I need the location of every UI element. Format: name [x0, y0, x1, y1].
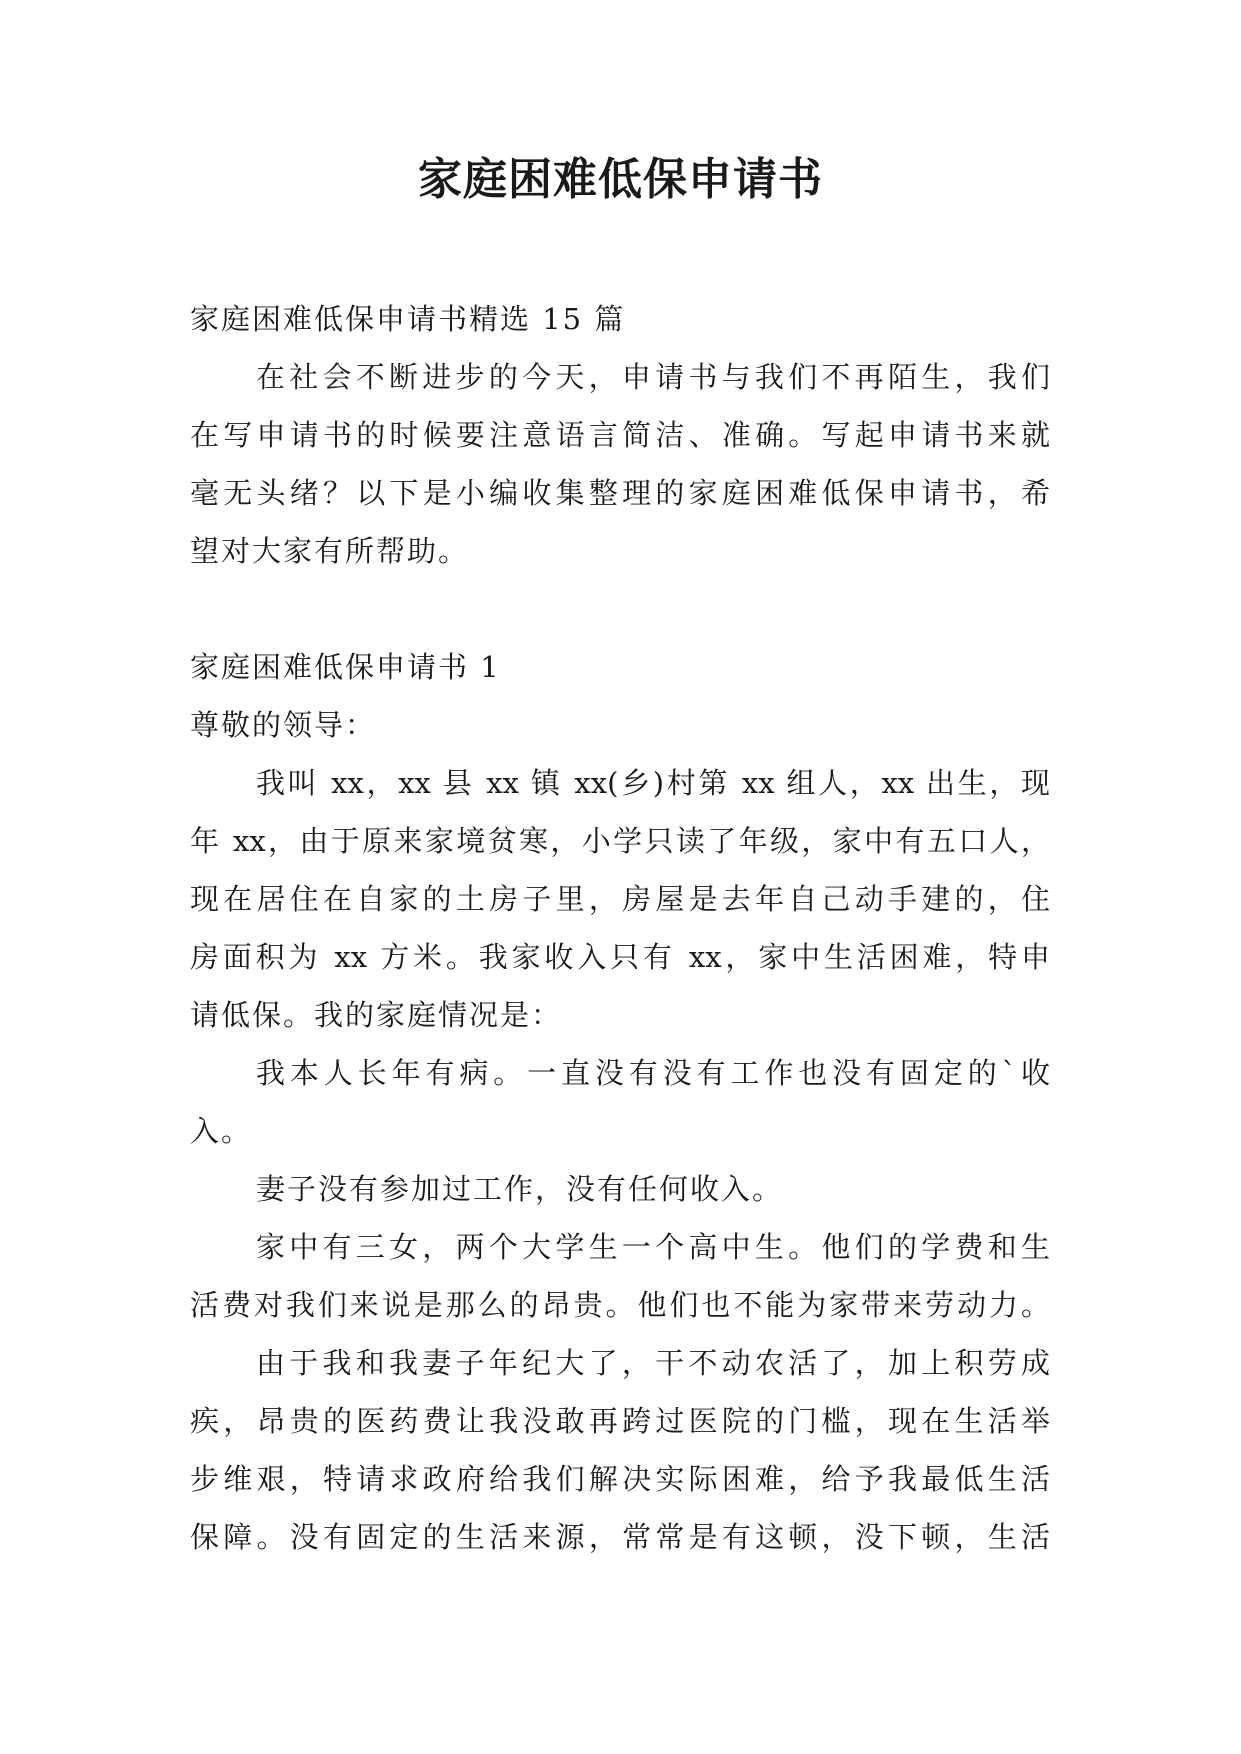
letter-paragraph-line: 请低保。我的家庭情况是： — [190, 998, 563, 1032]
intro-paragraph-line: 在社会不断进步的今天，申请书与我们不再陌生，我们 — [256, 360, 1050, 394]
letter-paragraph-line: 我叫 xx，xx 县 xx 镇 xx(乡)村第 xx 组人，xx 出生，现 — [256, 766, 1050, 800]
document-body — [190, 290, 1050, 1566]
letter-paragraph-line: 入。 — [190, 1114, 253, 1148]
letter-paragraph-line: 保障。没有固定的生活来源，常常是有这顿，没下顿，生活 — [190, 1520, 1050, 1554]
section-heading: 家庭困难低保申请书 1 — [190, 650, 501, 684]
letter-paragraph-line: 年 xx，由于原来家境贫寒，小学只读了年级，家中有五口人， — [190, 824, 1050, 858]
letter-paragraph-line: 活费对我们来说是那么的昂贵。他们也不能为家带来劳动力。 — [190, 1288, 1050, 1322]
letter-paragraph-line: 步维艰，特请求政府给我们解决实际困难，给予我最低生活 — [190, 1462, 1050, 1496]
letter-paragraph-line: 由于我和我妻子年纪大了，干不动农活了，加上积劳成 — [256, 1346, 1050, 1380]
intro-paragraph-line: 毫无头绪？以下是小编收集整理的家庭困难低保申请书，希 — [190, 476, 1050, 510]
intro-heading: 家庭困难低保申请书精选 15 篇 — [190, 302, 626, 336]
letter-paragraph-line: 家中有三女，两个大学生一个高中生。他们的学费和生 — [256, 1230, 1050, 1264]
letter-paragraph-line: 现在居住在自家的土房子里，房屋是去年自己动手建的，住 — [190, 882, 1050, 916]
letter-paragraph-line: 妻子没有参加过工作，没有任何收入。 — [256, 1172, 784, 1206]
letter-paragraph-line: 房面积为 xx 方米。我家收入只有 xx，家中生活困难，特申 — [190, 940, 1050, 974]
salutation: 尊敬的领导： — [190, 708, 377, 742]
intro-paragraph-line: 望对大家有所帮助。 — [190, 534, 470, 568]
document-title: 家庭困难低保申请书 — [418, 154, 823, 205]
letter-paragraph-line: 我本人长年有病。一直没有没有工作也没有固定的`收 — [256, 1056, 1050, 1090]
letter-paragraph-line: 疾，昂贵的医药费让我没敢再跨过医院的门槛，现在生活举 — [190, 1404, 1050, 1438]
blank-line — [190, 580, 1050, 638]
intro-paragraph-line: 在写申请书的时候要注意语言简洁、准确。写起申请书来就 — [190, 418, 1050, 452]
